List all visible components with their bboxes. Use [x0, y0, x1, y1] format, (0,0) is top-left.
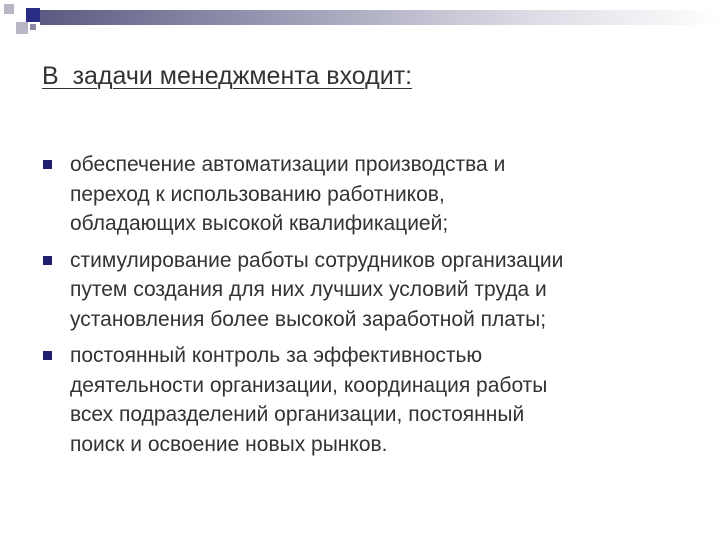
- list-item-line: обеспечение автоматизации производства и: [70, 153, 506, 176]
- list-item-line: всех подразделений организации, постоянный: [70, 403, 525, 426]
- list-item: [42, 246, 702, 335]
- bullet-list: [42, 150, 702, 466]
- list-item-line: поиск и освоение новых рынков.: [70, 432, 388, 456]
- list-item-line: постоянный контроль за эффективностью: [70, 344, 483, 367]
- header-gradient-band: [40, 10, 720, 25]
- slide-title: В задачи менеджмента входит:: [42, 62, 413, 90]
- list-item-line: стимулирование работы сотрудников организации: [70, 248, 564, 272]
- list-item: [42, 341, 702, 459]
- list-item-line: путем создания для них лучших условий труда и: [70, 278, 547, 301]
- decorative-square-dark: [26, 8, 40, 22]
- list-item-line: установления более высокой заработной платы;: [70, 307, 547, 331]
- list-item-line: переход к использованию работников,: [70, 182, 445, 206]
- list-item-line: обладающих высокой квалификацией;: [70, 212, 449, 235]
- square-bullet-icon: [43, 256, 52, 265]
- decorative-square-small: [30, 24, 36, 30]
- list-item-line: деятельности организации, координация работы: [70, 373, 548, 397]
- decorative-square-light: [16, 22, 28, 34]
- square-bullet-icon: [43, 351, 52, 360]
- list-item: [42, 150, 702, 239]
- decorative-square-corner: [4, 4, 14, 14]
- square-bullet-icon: [43, 160, 52, 169]
